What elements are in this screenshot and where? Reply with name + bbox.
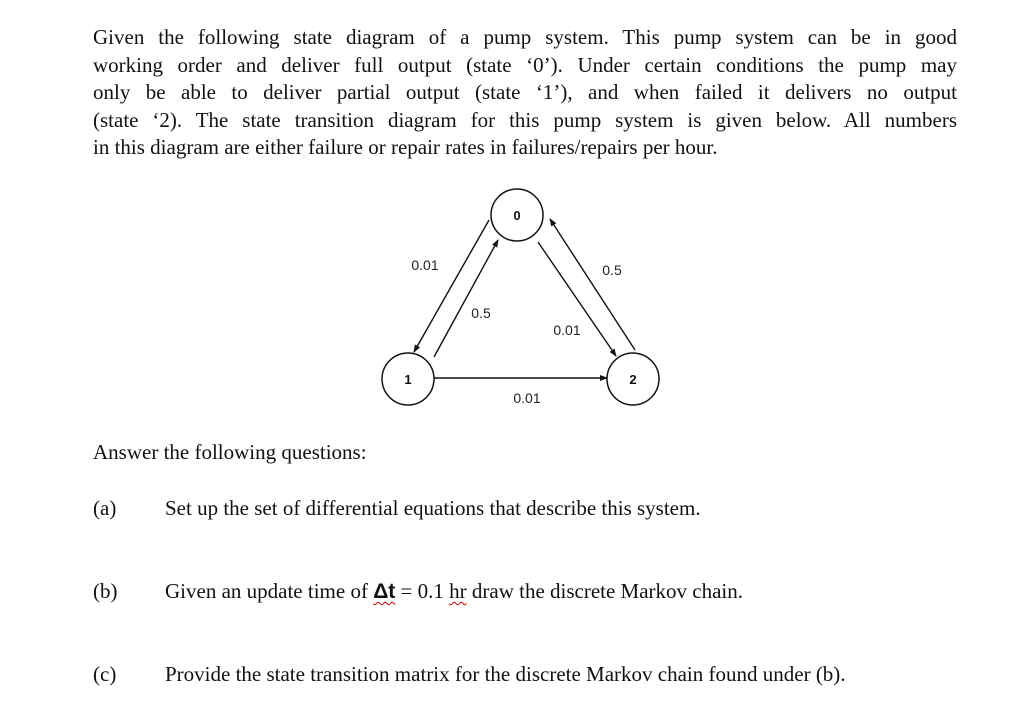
rate-label-1-2: 0.01 bbox=[513, 390, 541, 406]
intro-line: in this diagram are either failure or repair rates in failures/repairs per hour. bbox=[93, 135, 718, 159]
unit-hr: hr bbox=[449, 579, 467, 603]
question-c-label: (c) bbox=[93, 662, 117, 686]
question-c-text: Provide the state transition matrix for the discrete Markov chain found under (b). bbox=[165, 662, 846, 686]
intro-line: only be able to deliver partial output (state ‘1’), and when failed it delivers no output bbox=[93, 80, 957, 104]
question-b-label: (b) bbox=[93, 579, 118, 603]
question-b-pre: Given an update time of bbox=[165, 579, 374, 603]
rate-label-1-0: 0.5 bbox=[471, 305, 491, 321]
question-b-mid: = 0.1 bbox=[395, 579, 450, 603]
question-b-text bbox=[165, 579, 743, 604]
intro-line: working order and deliver full output (state ‘0’). Under certain conditions the pump may bbox=[93, 52, 957, 77]
delta-t-symbol: Δt bbox=[373, 580, 396, 603]
state-label-1: 1 bbox=[404, 372, 412, 387]
rate-label-0-2: 0.01 bbox=[553, 322, 581, 338]
rate-label-0-1: 0.01 bbox=[411, 257, 439, 273]
question-a-text: Set up the set of differential equations that describe this system. bbox=[165, 496, 701, 520]
intro-line: Given the following state diagram of a pump system. This pump system can be in good bbox=[93, 25, 957, 49]
arrow-0-to-1 bbox=[414, 220, 489, 352]
question-a-label: (a) bbox=[93, 496, 117, 520]
state-label-0: 0 bbox=[513, 208, 521, 223]
questions-heading: Answer the following questions: bbox=[93, 440, 367, 464]
rate-label-2-0: 0.5 bbox=[602, 262, 622, 278]
arrow-0-to-2 bbox=[538, 242, 616, 356]
question-b-post: draw the discrete Markov chain. bbox=[466, 579, 744, 603]
state-label-2: 2 bbox=[629, 372, 637, 387]
intro-line: (state ‘2). The state transition diagram for this pump system is given below. All numbers bbox=[93, 107, 957, 132]
